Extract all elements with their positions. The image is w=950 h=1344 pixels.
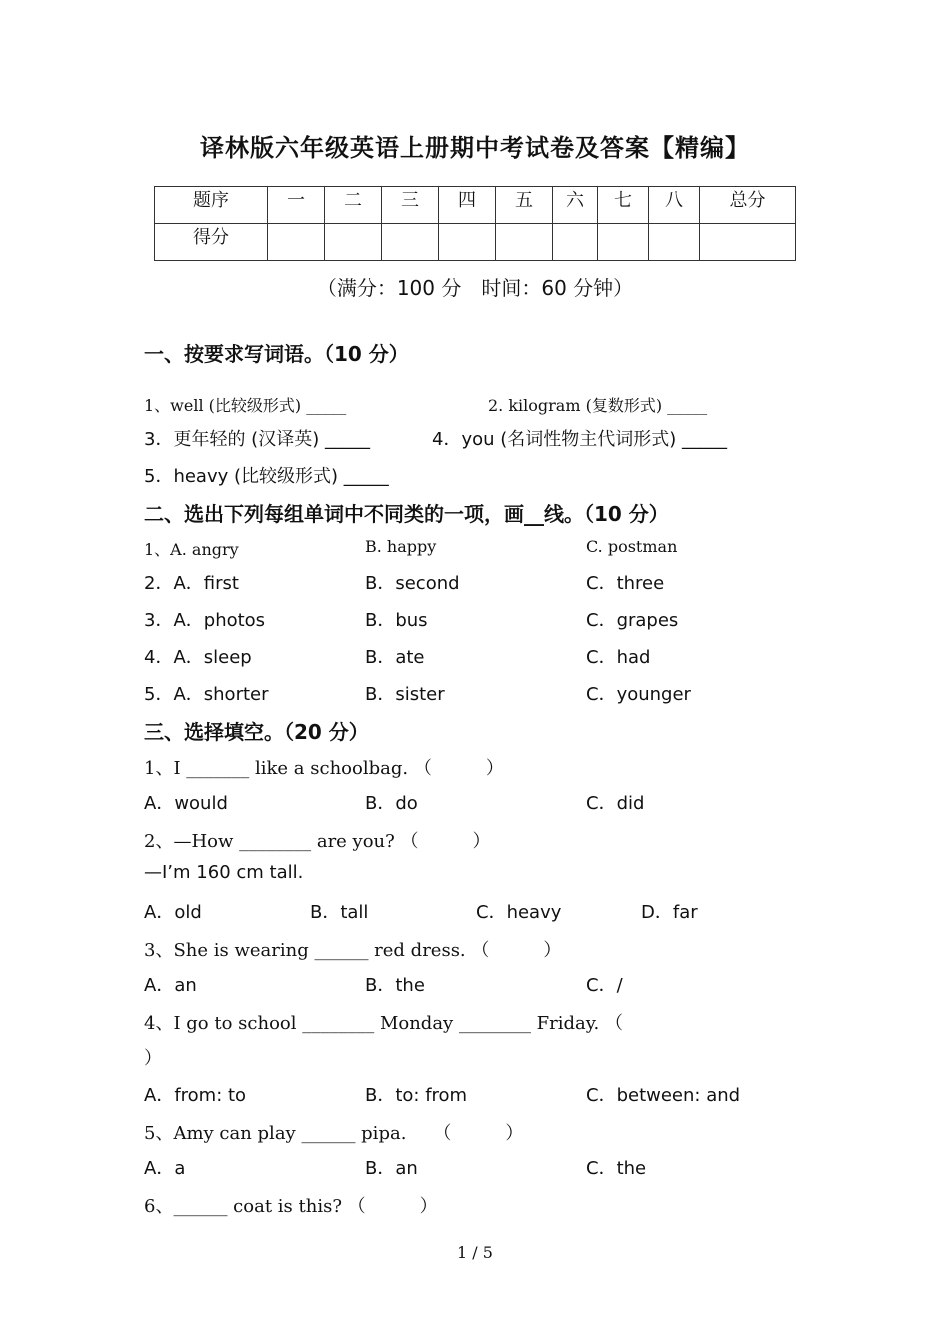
- score-header-cell: 总分: [700, 187, 796, 224]
- score-cell[interactable]: [325, 224, 382, 261]
- section2-q2-option-c: C．three: [586, 573, 665, 594]
- section2-q4-option-a: 4．A．sleep: [144, 647, 252, 668]
- score-cell[interactable]: [439, 224, 496, 261]
- section2-q3-option-c: C．grapes: [586, 610, 679, 631]
- section2-q1-option-c: C. postman: [586, 537, 678, 556]
- score-cell[interactable]: [553, 224, 598, 261]
- section3-q4-option-b: B．to: from: [365, 1085, 468, 1106]
- section3-q4-option-c: C．between: and: [586, 1085, 741, 1106]
- section3-q4-text: 4、I go to school ________ Monday ________ Friday. （: [144, 1013, 623, 1034]
- score-header-cell: 三: [382, 187, 439, 224]
- section3-q4-option-a: A．from: to: [144, 1085, 247, 1106]
- section3-q2-reply: —I’m 160 cm tall.: [144, 862, 304, 883]
- section3-q5-option-c: C．the: [586, 1158, 647, 1179]
- section1-q2: 2. kilogram (复数形式) _____: [488, 396, 708, 415]
- score-header-cell: 一: [268, 187, 325, 224]
- section3-q2-option-c: C．heavy: [476, 902, 562, 923]
- section1-heading: 一、按要求写词语。（10 分）: [144, 342, 409, 366]
- score-header-cell: 七: [598, 187, 649, 224]
- section3-q3-option-b: B．the: [365, 975, 425, 996]
- section3-q2-option-b: B．tall: [310, 902, 369, 923]
- score-cell[interactable]: [598, 224, 649, 261]
- section2-q5-option-c: C．younger: [586, 684, 691, 705]
- section2-q3-option-b: B．bus: [365, 610, 428, 631]
- section2-q4-option-b: B．ate: [365, 647, 425, 668]
- exam-info: （满分：100 分 时间：60 分钟）: [316, 276, 634, 300]
- score-cell[interactable]: [649, 224, 700, 261]
- section3-q3-text: 3、She is wearing ______ red dress. （ ）: [144, 940, 562, 961]
- score-header-cell: 八: [649, 187, 700, 224]
- score-table: [154, 186, 796, 261]
- score-row-label: 得分: [155, 224, 268, 261]
- section3-q2-option-a: A．old: [144, 902, 202, 923]
- section3-q1-text: 1、I _______ like a schoolbag. （ ）: [144, 758, 504, 779]
- section1-q1: 1、well (比较级形式) _____: [144, 396, 347, 415]
- section3-q1-option-a: A．would: [144, 793, 228, 814]
- section3-q1-option-c: C．did: [586, 793, 645, 814]
- score-cell[interactable]: [382, 224, 439, 261]
- section2-q2-option-b: B．second: [365, 573, 460, 594]
- page-number: 1 / 5: [457, 1243, 493, 1262]
- score-header-cell: 题序: [155, 187, 268, 224]
- section1-q5: 5．heavy (比较级形式) _____: [144, 466, 389, 487]
- section2-q5-option-b: B．sister: [365, 684, 445, 705]
- section2-q5-option-a: 5．A．shorter: [144, 684, 269, 705]
- score-header-cell: 六: [553, 187, 598, 224]
- score-header-cell: 四: [439, 187, 496, 224]
- section3-q3-option-c: C．/: [586, 975, 623, 996]
- score-table-header-row: [155, 187, 796, 224]
- score-header-cell: 五: [496, 187, 553, 224]
- section1-q4: 4．you (名词性物主代词形式) _____: [432, 429, 728, 450]
- section3-q2-text: 2、—How ________ are you? （ ）: [144, 831, 491, 852]
- section3-q5-option-a: A．a: [144, 1158, 186, 1179]
- page-title: 译林版六年级英语上册期中考试卷及答案【精编】: [200, 134, 750, 162]
- score-cell[interactable]: [700, 224, 796, 261]
- section2-q4-option-c: C．had: [586, 647, 651, 668]
- section3-q2-option-d: D．far: [641, 902, 698, 923]
- section3-q1-option-b: B．do: [365, 793, 418, 814]
- section3-q6-text: 6、______ coat is this? （ ）: [144, 1196, 438, 1217]
- score-header-cell: 二: [325, 187, 382, 224]
- section1-q3: 3．更年轻的 (汉译英) _____: [144, 429, 370, 450]
- score-cell[interactable]: [268, 224, 325, 261]
- section2-q1-option-a: 1、A. angry: [144, 540, 239, 559]
- section3-q5-option-b: B．an: [365, 1158, 418, 1179]
- section2-q3-option-a: 3．A．photos: [144, 610, 266, 631]
- score-cell[interactable]: [496, 224, 553, 261]
- section3-heading: 三、选择填空。（20 分）: [144, 720, 369, 744]
- section2-q1-option-b: B. happy: [365, 537, 437, 556]
- score-table-score-row: [155, 224, 796, 261]
- section2-q2-option-a: 2．A．first: [144, 573, 239, 594]
- section3-q5-text: 5、Amy can play ______ pipa. （ ）: [144, 1123, 524, 1144]
- section3-q4-text-continued: ）: [144, 1048, 162, 1069]
- section2-heading: 二、选出下列每组单词中不同类的一项，画__线。（10 分）: [144, 502, 669, 526]
- section3-q3-option-a: A．an: [144, 975, 197, 996]
